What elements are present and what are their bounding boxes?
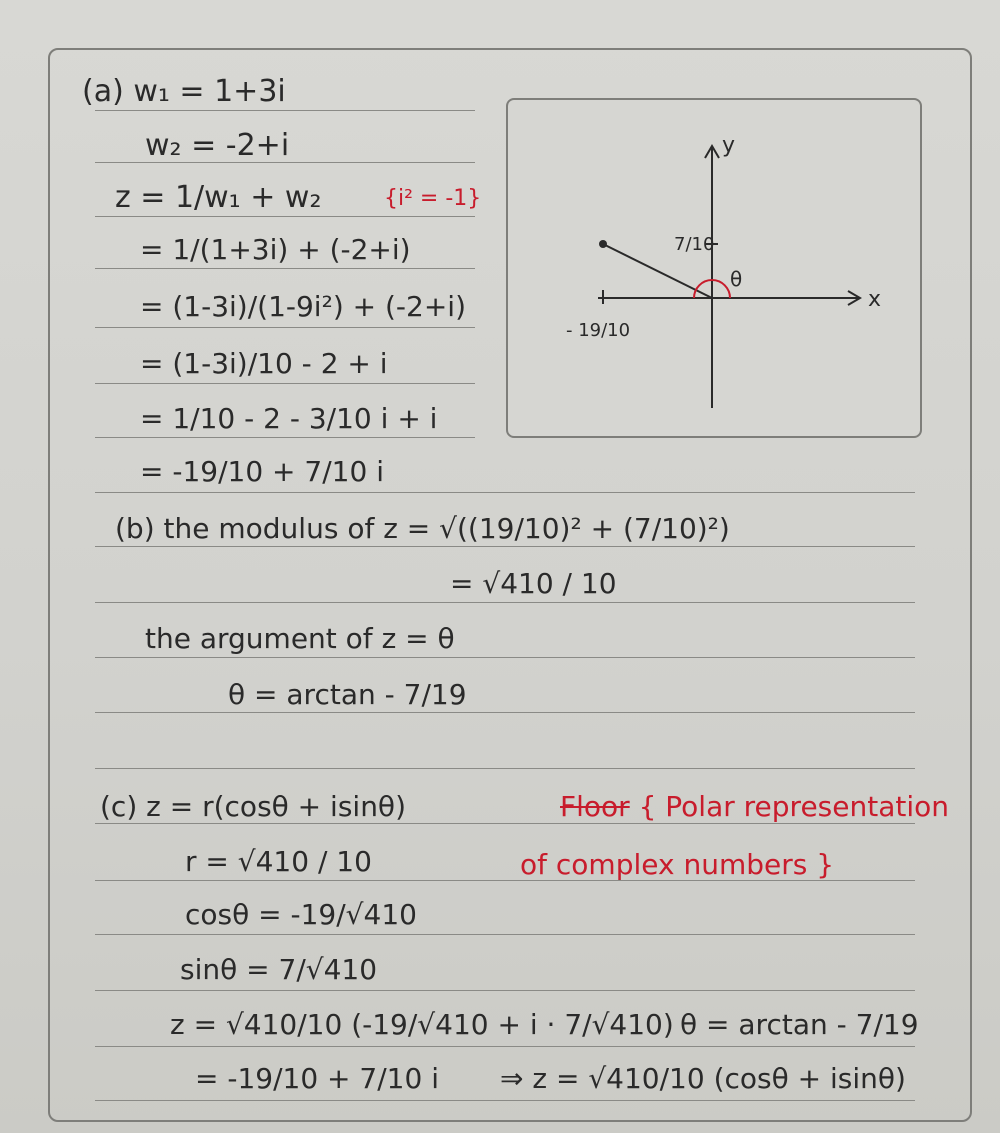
argand-diagram (506, 98, 922, 438)
ruled-line (95, 268, 475, 269)
part-c-note-1 (560, 790, 949, 824)
part-a-line-4: = 1/(1+3i) + (-2+i) (140, 233, 411, 266)
struck-word: Floor (560, 790, 630, 823)
ruled-line (95, 492, 915, 493)
point-z (599, 240, 607, 248)
ruled-line (95, 546, 915, 547)
part-c-line-5: z = √410/10 (-19/√410 + i · 7/√410) (170, 1008, 674, 1041)
part-a-line-8: = -19/10 + 7/10 i (140, 455, 384, 488)
y-axis-label: y (722, 133, 736, 158)
x-value-label: - 19/10 (566, 320, 631, 341)
ruled-line (95, 110, 475, 111)
part-a-line-5: = (1-3i)/(1-9i²) + (-2+i) (140, 290, 467, 323)
part-a-line-6: = (1-3i)/10 - 2 + i (140, 347, 388, 380)
ruled-line (95, 934, 915, 935)
argand-diagram-svg (508, 100, 920, 436)
x-axis-label: x (868, 287, 882, 312)
part-a-note: {i² = -1} (384, 186, 482, 211)
part-a-line-2: w₂ = -2+i (145, 128, 290, 163)
part-c-line-2: r = √410 / 10 (185, 845, 372, 878)
theta-label: θ (730, 267, 743, 291)
ruled-line (95, 383, 475, 384)
part-a-line-7: = 1/10 - 2 - 3/10 i + i (140, 402, 438, 435)
ruled-line (95, 657, 915, 658)
part-a-line-3: z = 1/w₁ + w₂ (115, 180, 322, 215)
part-c-line-4: sinθ = 7/√410 (180, 953, 378, 986)
part-a-line-1: (a) w₁ = 1+3i (82, 74, 286, 109)
ruled-line (95, 990, 915, 991)
note-text: { Polar representation (638, 790, 950, 823)
part-c-line-3: cosθ = -19/√410 (185, 898, 417, 931)
part-c-line-1: (c) z = r(cosθ + isinθ) (100, 790, 406, 823)
part-b-line-2: = √410 / 10 (450, 567, 617, 600)
ruled-line (95, 602, 915, 603)
part-c-right-2: ⇒ z = √410/10 (cosθ + isinθ) (500, 1062, 906, 1095)
ruled-line (95, 1046, 915, 1047)
ruled-line (95, 216, 475, 217)
part-c-line-6: = -19/10 + 7/10 i (195, 1062, 439, 1095)
ruled-line (95, 712, 915, 713)
ruled-line (95, 768, 915, 769)
y-value-label: 7/10 (674, 234, 715, 255)
ruled-line (95, 1100, 915, 1101)
ruled-line (95, 437, 475, 438)
part-b-line-4: θ = arctan - 7/19 (228, 678, 467, 711)
part-c-right-1: θ = arctan - 7/19 (680, 1008, 919, 1041)
part-c-note-2: of complex numbers } (520, 848, 835, 881)
ruled-line (95, 327, 475, 328)
part-b-line-1: (b) the modulus of z = √((19/10)² + (7/10)²) (115, 512, 730, 545)
part-b-line-3: the argument of z = θ (145, 622, 455, 655)
